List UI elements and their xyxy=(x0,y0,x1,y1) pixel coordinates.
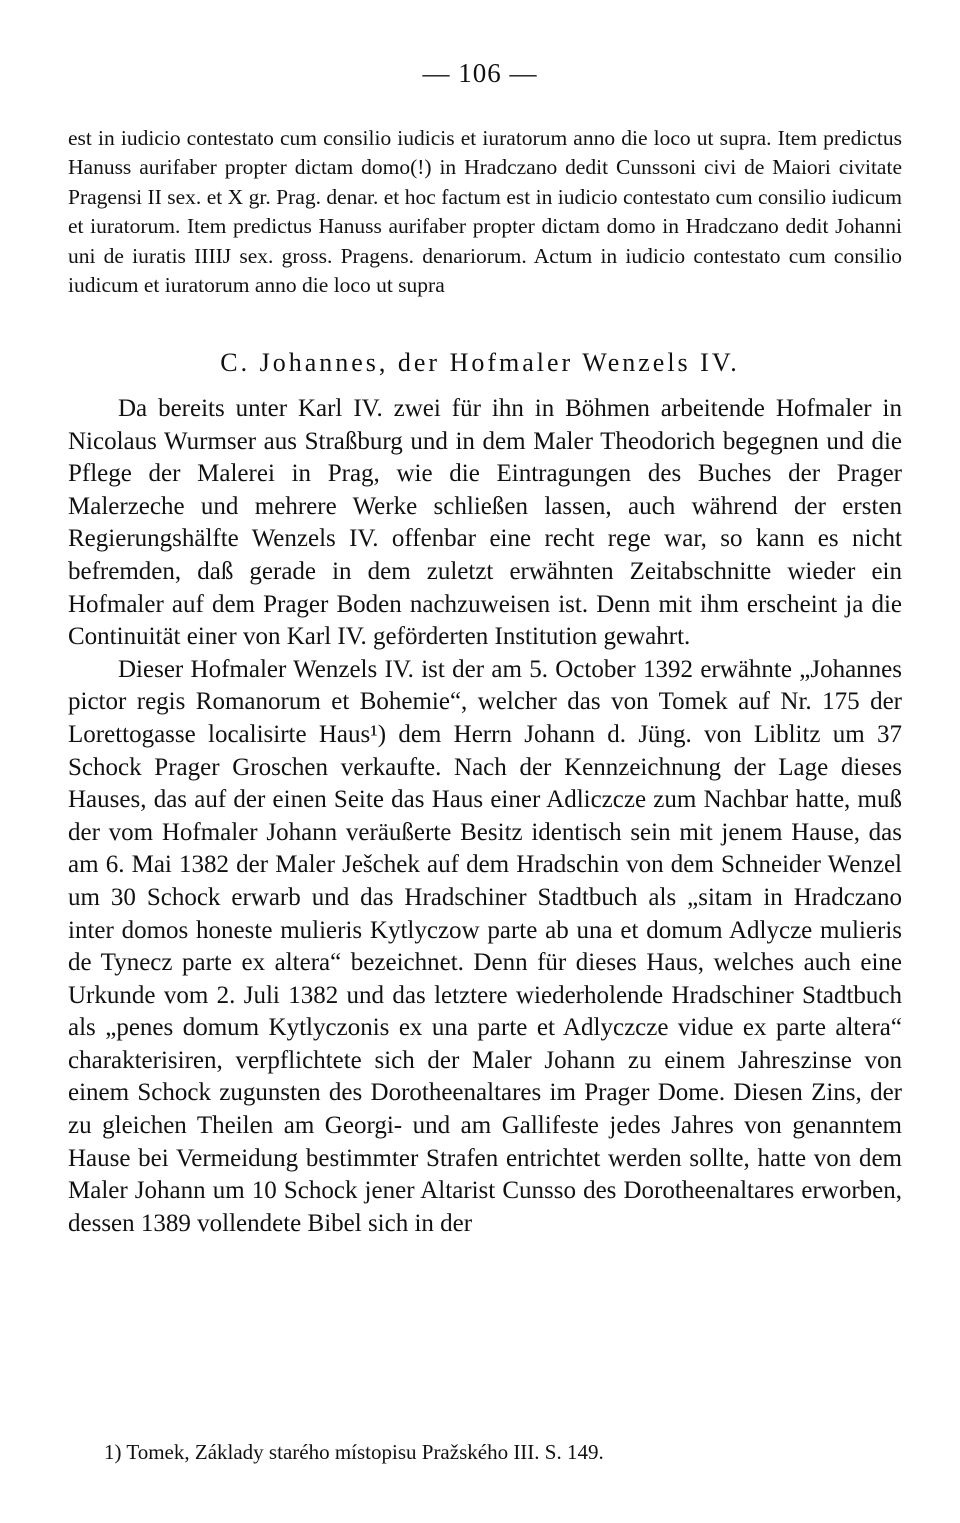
body-paragraph-1: Da bereits unter Karl IV. zwei für ihn in Böhmen arbeitende Hofmaler in Nicolaus Wurmser aus Straßburg und in dem Maler Theodorich begegnen und die Pflege der Malerei in Prag, wie die Eintragungen des Buches der Prager Malerzeche und mehrere Werke schließen lassen, auch während der ersten Regierungshälfte Wenzels IV. offenbar eine recht rege war, so kann es nicht befremden, daß gerade in dem zuletzt erwähnten Zeitabschnitte wieder ein Hofmaler auf dem Prager Boden nachzuweisen ist. Denn mit ihm erscheint ja die Continuität einer von Karl IV. geförderten Institution gewahrt. xyxy=(68,395,902,651)
body-paragraph-2: Dieser Hofmaler Wenzels IV. ist der am 5. October 1392 erwähnte „Johannes pictor regis Romanorum et Bohemie“, welcher das von Tomek auf Nr. 175 der Lorettogasse localisirte Haus¹) dem Herrn Johann d. Jüng. von Liblitz um 37 Schock Prager Groschen verkaufte. Nach der Kennzeichnung der Lage dieses Hauses, das auf der einen Seite das Haus einer Adliczcze zum Nachbar hatte, muß der vom Hofmaler Johann veräußerte Besitz identisch sein mit jenem Hause, das am 6. Mai 1382 der Maler Ješchek auf dem Hradschin von dem Schneider Wenzel um 30 Schock erwarb und das Hradschiner Stadtbuch als „sitam in Hradczano inter domos honeste mulieris Kytlyczow parte ab una et domum Adlycze mulieris de Tynecz parte ex altera“ bezeichnet. Denn für dieses Haus, welches auch eine Urkunde vom 2. Juli 1382 und das letztere wiederholende Hradschiner Stadtbuch als „penes domum Kytlyczonis ex una parte et Adlyczcze vidue ex parte altera“ charakterisiren, verpflichtete sich der Maler Johann zu einem Jahreszinse von einem Schock zugunsten des Dorotheenaltares im Prager Dome. Diesen Zins, der zu gleichen Theilen am Georgi- und am Gallifeste jedes Jahres von genanntem Hause bei Vermeidung bestimmter Strafen entrichtet werden sollte, hatte von dem Maler Johann um 10 Schock jener Altarist Cunsso des Dorotheenaltares erworben, dessen 1389 vollendete Bibel sich in der xyxy=(68,655,902,1237)
section-heading: C. Johannes, der Hofmaler Wenzels IV. xyxy=(220,348,740,377)
footnote: 1) Tomek, Základy starého místopisu Pražského III. S. 149. xyxy=(104,1440,604,1464)
latin-quotation-paragraph: est in iudicio contestato cum consilio iudicis et iuratorum anno die loco ut supra. Item predictus Hanuss aurifaber propter dictam domo(!) in Hradczano dedit Cunssoni civi de Maiori civitate Pragensi II sex. et X gr. Prag. denar. et hoc factum est in iudicio contestato cum consilio iudicum et iuratorum. Item predictus Hanuss aurifaber propter dictam domo in Hradczano dedit Johanni uni de iuratis IIIIJ sex. gross. Pragens. denariorum. Actum in iudicio contestato cum consilio iudicum et iuratorum anno die loco ut supra xyxy=(68,126,902,298)
main-text xyxy=(68,393,902,1240)
page-number: — 106 — xyxy=(422,58,538,88)
